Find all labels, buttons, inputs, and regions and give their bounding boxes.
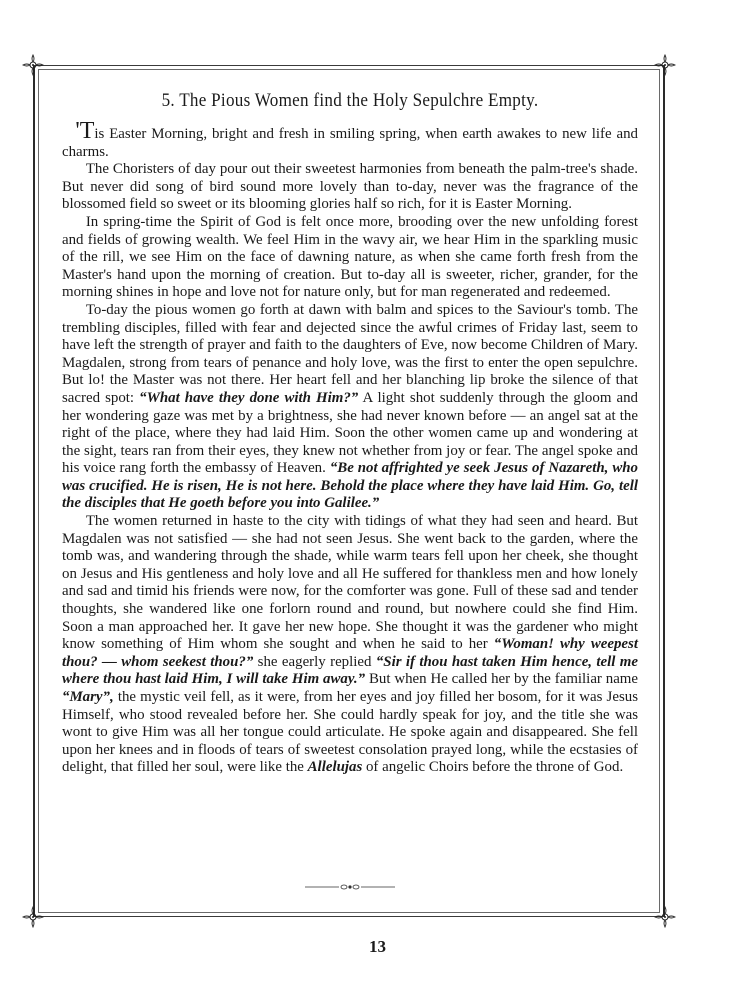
- paragraph-4-text-2: A light shot suddenly through the gloom and her wondering gaze was met by a brightness, she had never known before — an angel sat at the right of the place, where they had laid Him. Soon the other women came up and wondering at the sight, tears ran from their eyes, they knew not whether from joy or fear. The angel spoke and his voice rang forth the embassy of Heaven.: [62, 389, 638, 477]
- quote-mary: “Mary”,: [62, 689, 114, 705]
- closing-ornament-divider: [62, 881, 638, 893]
- page-content: [62, 90, 638, 777]
- paragraph-5-text-4: the mystic veil fell, as it were, from her eyes and joy filled her bosom, for it was Jesus Himself, who stood revealed before her. She could hardly speak for joy, and the title she was wont to give Him was all her tongue could articulate. He spoke again and disappeared. She fell upon her knees and in floods of tears of sweetest consolation prayed long, while the ecstasies of delight, that filled her soul, were like the: [62, 689, 638, 776]
- corner-ornament-top-left: [22, 54, 44, 76]
- corner-ornament-top-right: [654, 54, 676, 76]
- quote-magdalen: “What have they done with Him?”: [139, 389, 359, 406]
- page-number: 13: [369, 937, 386, 956]
- allelujas-word: Allelujas: [307, 759, 363, 776]
- drop-initial: 'T: [75, 118, 95, 144]
- paragraph-3: In spring-time the Spirit of God is felt once more, brooding over the new unfolding forest and fields of growing wealth. We feel Him in the wavy air, we hear Him in the sparkling music of the rill, we see Him on the face of dawning nature, as when she came forth fresh from the Master's hand upon the morning of creation. But to-day all is sweeter, richer, grander, for the morning shines in hope and love not for nature only, but for man regenerated and redeemed.: [62, 213, 638, 301]
- paragraph-1-text: is Easter Morning, bright and fresh in smiling spring, when earth awakes to new life and charms.: [62, 126, 638, 160]
- quote-angel: “Be not affrighted ye seek Jesus of Nazareth, who was crucified. He is risen, He is not here. Behold the place where they have laid Him. Go, tell the disciples that He goeth before you into Galilee.”: [62, 460, 638, 512]
- paragraph-2: The Choristers of day pour out their sweetest harmonies from beneath the palm-tree's shade. But never did song of bird sound more lovely than to-day, never was the fragrance of the blossomed field so sweet or its blooming glories half so rich, for it is Easter Morning.: [62, 161, 638, 213]
- paragraph-4: [62, 302, 638, 513]
- quote-sir-if-thou: “Sir if thou hast taken Him hence, tell me where thou hast laid Him, I will take Him away.”: [62, 653, 639, 688]
- chapter-title: 5. The Pious Women find the Holy Sepulchre Empty.: [161, 90, 539, 111]
- corner-ornament-bottom-left: [22, 906, 44, 928]
- paragraph-5-text-2: she eagerly replied: [253, 653, 376, 670]
- paragraph-5: [62, 513, 638, 777]
- paragraph-5-text-3: But when He called her by the familiar name: [365, 671, 638, 688]
- quote-woman-why-weepest: “Woman! why weepest thou? — whom seekest thou?”: [62, 636, 638, 670]
- corner-ornament-bottom-right: [654, 906, 676, 928]
- paragraph-4-text-1: To-day the pious women go forth at dawn with balm and spices to the Saviour's tomb. The trembling disciples, filled with fear and dejected since the awful crimes of Friday last, seem to have left the strength of prayer and faith to the daughters of Eve, now become Children of Mary. Magdalen, strong from tears of penance and holy love, was the first to enter the open sepulchre. But lo! the Master was not there. Her heart fell and her blanching lip broke the silence of that sacred spot:: [62, 301, 638, 406]
- paragraph-5-text-5: of angelic Choirs before the throne of God.: [362, 759, 624, 776]
- paragraph-1: [62, 118, 638, 161]
- paragraph-5-text-1: The women returned in haste to the city with tidings of what they had seen and heard. But Magdalen was not satisfied — she had not seen Jesus. She went back to the garden, where the tomb was, and wandering through the shade, while warm tears fell upon her cheek, she thought on Jesus and His gentleness and holy love and all He suffered for thankless men and how lonely and sad and timid his friends were now, for the comforter was gone. Full of these sad and tender thoughts, she wandered like one forlorn round and round, but nowhere could she find Him. Soon a man approached her. It gave her new hope. She thought it was the gardener who might know something of Him whom she sought and when he said to her: [62, 513, 638, 653]
